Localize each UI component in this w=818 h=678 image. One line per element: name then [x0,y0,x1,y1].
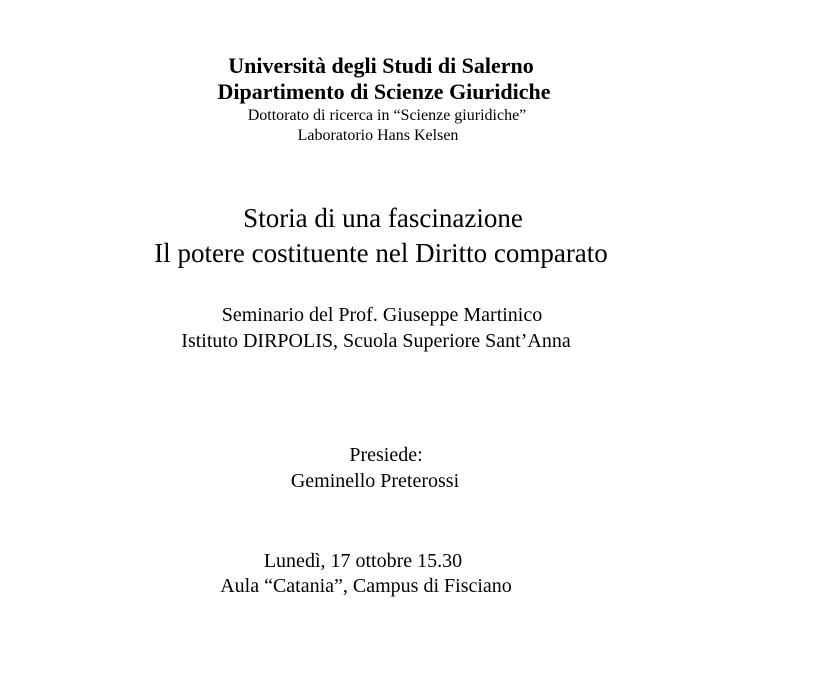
seminar-title-line2: Il potere costituente nel Diritto comparato [154,238,608,268]
laboratory-name: Laboratorio Hans Kelsen [297,127,459,144]
doctorate-program: Dottorato di ricerca in “Scienze giuridiche” [247,107,527,124]
event-datetime: Lunedì, 17 ottobre 15.30 [263,550,463,572]
seminar-title-line1: Storia di una fascinazione [243,203,523,233]
event-location: Aula “Catania”, Campus di Fisciano [220,575,512,597]
department-name: Dipartimento di Scienze Giuridiche [217,79,551,104]
chair-label: Presiede: [349,444,423,466]
speaker-affiliation: Istituto DIRPOLIS, Scuola Superiore Sant’Anna [181,330,571,352]
chair-name: Geminello Preterossi [290,470,460,492]
seminar-speaker: Seminario del Prof. Giuseppe Martinico [221,304,543,326]
university-name: Università degli Studi di Salerno [228,53,534,78]
